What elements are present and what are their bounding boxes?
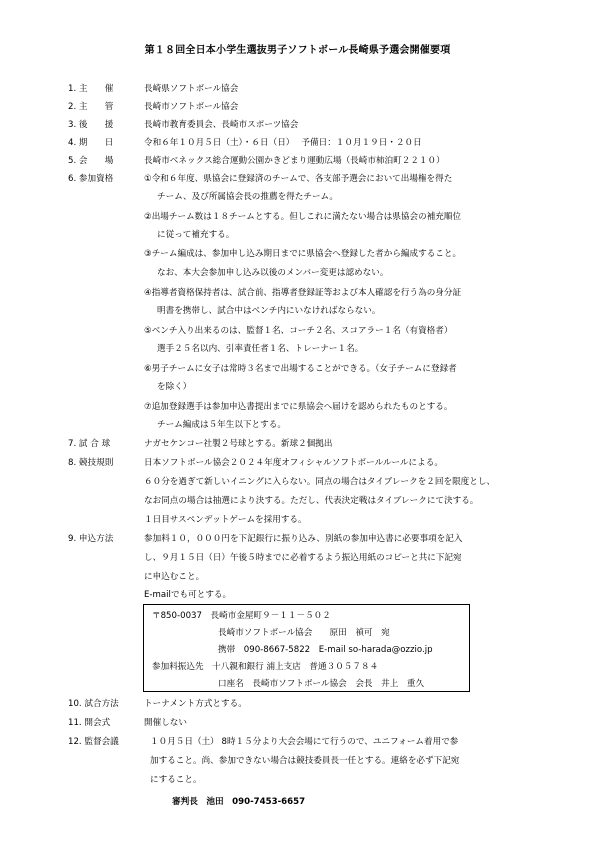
- item-value: ナガセケンコー社製２号球とする。新球２個拠出: [144, 439, 333, 449]
- meeting-line: 加すること。尚、参加できない場合は競技委員長一任とする。連絡を必ず下記宛: [150, 756, 460, 766]
- qualification-line: ④指導者資格保持者は、試合前、指導者登録証等および本人確認を行う為の身分証: [144, 288, 462, 298]
- contact-line: 携帯 090-8667-5822 E-mail so-harada@ozzio.jp: [218, 645, 433, 655]
- address-line: 〒850-0037 長崎市金屋町９－１１－５０２: [152, 611, 331, 621]
- item-value: 開催しない: [144, 718, 187, 728]
- qualification-line: に従って補充する。: [157, 230, 235, 240]
- item-label: 8. 競技規則: [68, 458, 114, 468]
- item-value: ①令和６年度、県協会に登録済のチームで、各支部予選会において出場権を得た: [144, 174, 453, 184]
- application-line: E-mailでも可とする。: [144, 590, 232, 600]
- item-label: 12. 監督会議: [68, 737, 119, 747]
- item-label: 9. 申込方法: [68, 534, 114, 544]
- item-label: 7. 試 合 球: [68, 439, 111, 449]
- item-value: 参加料１０，０００円を下記銀行に振り込み、別紙の参加申込書に必要事項を記入: [144, 534, 463, 544]
- page-title: 第１８回全日本小学生選抜男子ソフトボール長崎県予選会開催要項: [144, 45, 451, 56]
- item-label: 1. 主 催: [68, 84, 114, 94]
- qualification-line: ⑤ベンチ入り出来るのは、監督１名、コーチ２名、スコアラー１名（有資格者）: [144, 326, 453, 336]
- qualification-line: なお、本大会参加申し込み以後のメンバー変更は認めない。: [157, 268, 389, 278]
- item-value: トーナメント方式とする。: [144, 699, 247, 709]
- item-label: 6. 参加資格: [68, 174, 114, 184]
- rules-line: なお同点の場合は抽選により決する。ただし、代表決定戦はタイブレークにて決する。: [144, 496, 479, 506]
- chief-judge: 審判長 池田 090-7453-6657: [172, 797, 306, 807]
- item-value: 令和６年１０月５日（土）・６日（日） 予備日：１０月１９日・２０日: [144, 138, 422, 148]
- bank-line: 参加料振込先 十八親和銀行 浦上支店 普通３０５７８４: [152, 662, 379, 672]
- item-label: 2. 主 管: [68, 102, 114, 112]
- item-value: 長崎市ベネックス総合運動公園かきどまり運動広場（長崎市柿泊町２２１０）: [144, 156, 445, 166]
- qualification-line: 明書を携帯し、試合中はベンチ内にいなければならない。: [157, 306, 381, 316]
- qualification-line: チーム編成は５年生以下とする。: [157, 420, 286, 430]
- application-line: し、９月１５日（日）午後５時までに必着するよう振込用紙のコピーと共に下記宛: [144, 553, 462, 563]
- item-value: １０月５日（土） 8時１５分より大会会場にて行うので、ユニフォーム着用で参: [150, 737, 459, 747]
- item-label: 10. 試合方法: [68, 699, 119, 709]
- recipient-line: 長崎市ソフトボール協会 原田 禎可 宛: [218, 628, 390, 638]
- item-value: 長崎市教育委員会、長崎市スポーツ協会: [144, 120, 299, 130]
- item-label: 4. 期 日: [68, 138, 114, 148]
- rules-line: ６０分を過ぎて新しいイニングに入らない。同点の場合はタイブレークを２回を限度とし、: [144, 477, 496, 487]
- application-line: に申込むこと。: [144, 572, 205, 582]
- item-value: 長崎市ソフトボール協会: [144, 102, 239, 112]
- qualification-line: ③チーム編成は、参加申し込み期日までに県協会へ登録した者から編成すること。: [144, 249, 462, 259]
- qualification-line: ⑥男子チームに女子は常時３名まで出場することができる。（女子チームに登録者: [144, 364, 457, 374]
- qualification-line: チーム、及び所属協会長の推薦を得たチーム。: [157, 192, 338, 202]
- qualification-line: 選手２５名以内、引率責任者１名、トレーナー１名。: [157, 344, 364, 354]
- account-line: 口座名 長崎市ソフトボール協会 会長 井上 重久: [218, 679, 425, 689]
- item-label: 11. 開会式: [68, 718, 111, 728]
- rules-line: １日目サスペンデットゲームを採用する。: [144, 515, 307, 525]
- qualification-line: ②出場チーム数は１８チームとする。但しこれに満たない場合は県協会の補充順位: [144, 212, 462, 222]
- qualification-line: ⑦追加登録選手は参加申込書提出までに県協会へ届けを認められたものとする。: [144, 402, 453, 412]
- address-box: [143, 604, 470, 692]
- item-label: 3. 後 援: [68, 120, 114, 130]
- qualification-line: を除く）: [157, 382, 192, 392]
- item-label: 5. 会 場: [68, 156, 114, 166]
- item-value: 長崎県ソフトボール協会: [144, 84, 239, 94]
- item-value: 日本ソフトボール協会２０２４年度オフィシャルソフトボールルールによる。: [144, 458, 443, 468]
- meeting-line: にすること。: [150, 775, 202, 785]
